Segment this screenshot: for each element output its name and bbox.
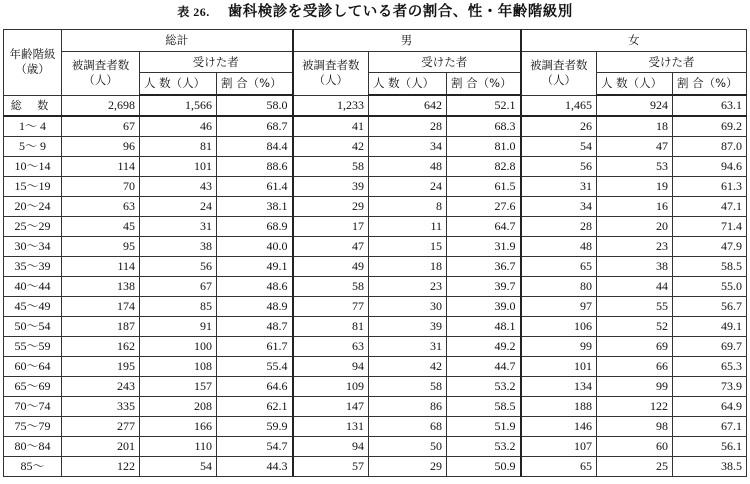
total-examined-count-cell: 208: [140, 397, 217, 417]
female-surveyed-cell: 80: [521, 277, 597, 297]
female-examined-count-cell: 66: [597, 357, 673, 377]
male-surveyed-cell: 77: [293, 297, 369, 317]
male-examined-count-cell: 68: [369, 417, 447, 437]
surveyed-header: 被調査者数 （人）: [62, 52, 140, 96]
total-examined-rate-cell: 88.6: [217, 157, 293, 177]
total-examined-rate-cell: 62.1: [217, 397, 293, 417]
female-surveyed-cell: 56: [521, 157, 597, 177]
total-examined-rate-cell: 84.4: [217, 137, 293, 157]
female-surveyed-cell: 97: [521, 297, 597, 317]
total-examined-rate-cell: 59.9: [217, 417, 293, 437]
total-examined-count-cell: 166: [140, 417, 217, 437]
total-surveyed-cell: 96: [62, 137, 140, 157]
female-examined-count-cell: 23: [597, 237, 673, 257]
age-group-cell: 総 数: [4, 95, 62, 116]
total-examined-rate-cell: 48.6: [217, 277, 293, 297]
male-examined-rate-cell: 48.1: [447, 317, 521, 337]
age-group-cell: 85～: [4, 457, 62, 477]
male-surveyed-cell: 41: [293, 116, 369, 137]
female-examined-count-cell: 38: [597, 257, 673, 277]
table-row: [4, 337, 747, 357]
female-examined-count-cell: 52: [597, 317, 673, 337]
female-examined-rate-cell: 87.0: [673, 137, 747, 157]
table-row: [4, 177, 747, 197]
female-examined-count-cell: 53: [597, 157, 673, 177]
age-group-cell: 65～69: [4, 377, 62, 397]
male-surveyed-cell: 17: [293, 217, 369, 237]
female-examined-rate-cell: 67.1: [673, 417, 747, 437]
male-examined-count-cell: 15: [369, 237, 447, 257]
female-surveyed-cell: 101: [521, 357, 597, 377]
female-examined-count-cell: 69: [597, 337, 673, 357]
male-examined-count-cell: 31: [369, 337, 447, 357]
table-row: [4, 437, 747, 457]
total-surveyed-cell: 174: [62, 297, 140, 317]
female-examined-rate-cell: 73.9: [673, 377, 747, 397]
male-surveyed-cell: 81: [293, 317, 369, 337]
female-surveyed-cell: 31: [521, 177, 597, 197]
table-row: [4, 277, 747, 297]
male-examined-count-cell: 24: [369, 177, 447, 197]
total-surveyed-cell: 2,698: [62, 95, 140, 116]
female-surveyed-cell: 106: [521, 317, 597, 337]
female-examined-rate-cell: 49.1: [673, 317, 747, 337]
female-examined-count-cell: 924: [597, 95, 673, 116]
male-surveyed-cell: 57: [293, 457, 369, 477]
female-examined-count-cell: 55: [597, 297, 673, 317]
table-row: [4, 357, 747, 377]
female-surveyed-cell: 99: [521, 337, 597, 357]
female-examined-rate-cell: 56.1: [673, 437, 747, 457]
total-surveyed-cell: 243: [62, 377, 140, 397]
female-surveyed-cell: 34: [521, 197, 597, 217]
female-examined-rate-cell: 64.9: [673, 397, 747, 417]
age-group-cell: 50～54: [4, 317, 62, 337]
table-number: 表 26.: [177, 5, 210, 19]
total-examined-rate-cell: 68.7: [217, 116, 293, 137]
age-group-cell: 15～19: [4, 177, 62, 197]
age-group-cell: 45～49: [4, 297, 62, 317]
total-examined-count-cell: 108: [140, 357, 217, 377]
male-examined-count-cell: 39: [369, 317, 447, 337]
total-surveyed-cell: 187: [62, 317, 140, 337]
table-row: [4, 457, 747, 477]
total-examined-count-cell: 56: [140, 257, 217, 277]
female-examined-count-cell: 44: [597, 277, 673, 297]
group-header-male: 男: [293, 30, 521, 52]
age-group-cell: 40～44: [4, 277, 62, 297]
male-examined-rate-cell: 68.3: [447, 116, 521, 137]
total-surveyed-cell: 114: [62, 157, 140, 177]
male-surveyed-cell: 29: [293, 197, 369, 217]
total-examined-rate-cell: 58.0: [217, 95, 293, 116]
female-examined-count-cell: 47: [597, 137, 673, 157]
examined-header: 受けた者: [597, 52, 747, 73]
count-header: 人 数（人）: [597, 73, 673, 96]
female-surveyed-cell: 26: [521, 116, 597, 137]
male-examined-count-cell: 50: [369, 437, 447, 457]
female-examined-rate-cell: 63.1: [673, 95, 747, 116]
male-surveyed-cell: 58: [293, 157, 369, 177]
total-surveyed-cell: 95: [62, 237, 140, 257]
male-surveyed-cell: 94: [293, 437, 369, 457]
total-examined-rate-cell: 49.1: [217, 257, 293, 277]
examined-header: 受けた者: [369, 52, 521, 73]
total-surveyed-cell: 201: [62, 437, 140, 457]
total-surveyed-cell: 335: [62, 397, 140, 417]
age-group-cell: 55～59: [4, 337, 62, 357]
female-examined-count-cell: 18: [597, 116, 673, 137]
female-examined-rate-cell: 47.1: [673, 197, 747, 217]
total-examined-count-cell: 85: [140, 297, 217, 317]
table-row: [4, 157, 747, 177]
total-examined-count-cell: 100: [140, 337, 217, 357]
total-surveyed-cell: 63: [62, 197, 140, 217]
total-surveyed-cell: 195: [62, 357, 140, 377]
group-header-female: 女: [521, 30, 747, 52]
table-row: [4, 137, 747, 157]
total-examined-rate-cell: 61.7: [217, 337, 293, 357]
rate-header: 割 合（%）: [447, 73, 521, 96]
total-examined-count-cell: 110: [140, 437, 217, 457]
female-examined-count-cell: 98: [597, 417, 673, 437]
age-group-cell: 60～64: [4, 357, 62, 377]
female-examined-rate-cell: 94.6: [673, 157, 747, 177]
male-examined-count-cell: 642: [369, 95, 447, 116]
female-examined-count-cell: 16: [597, 197, 673, 217]
table-row: [4, 317, 747, 337]
male-examined-rate-cell: 27.6: [447, 197, 521, 217]
female-examined-rate-cell: 61.3: [673, 177, 747, 197]
table-row: [4, 116, 747, 137]
male-surveyed-cell: 58: [293, 277, 369, 297]
female-surveyed-cell: 54: [521, 137, 597, 157]
total-examined-rate-cell: 64.6: [217, 377, 293, 397]
male-examined-rate-cell: 53.2: [447, 377, 521, 397]
total-examined-count-cell: 43: [140, 177, 217, 197]
total-examined-rate-cell: 55.4: [217, 357, 293, 377]
male-surveyed-cell: 47: [293, 237, 369, 257]
female-examined-rate-cell: 71.4: [673, 217, 747, 237]
male-examined-count-cell: 29: [369, 457, 447, 477]
male-surveyed-cell: 63: [293, 337, 369, 357]
male-surveyed-cell: 109: [293, 377, 369, 397]
age-group-cell: 25～29: [4, 217, 62, 237]
male-examined-rate-cell: 31.9: [447, 237, 521, 257]
male-examined-rate-cell: 52.1: [447, 95, 521, 116]
total-examined-count-cell: 31: [140, 217, 217, 237]
male-examined-count-cell: 18: [369, 257, 447, 277]
table-row: [4, 417, 747, 437]
total-surveyed-cell: 114: [62, 257, 140, 277]
age-group-cell: 70～74: [4, 397, 62, 417]
total-examined-count-cell: 157: [140, 377, 217, 397]
age-group-header: 年齢階級 （歳）: [4, 30, 62, 96]
age-group-cell: 5～ 9: [4, 137, 62, 157]
table-title-text: 歯科検診を受診している者の割合、性・年齢階級別: [227, 4, 573, 20]
female-examined-rate-cell: 56.7: [673, 297, 747, 317]
female-surveyed-cell: 188: [521, 397, 597, 417]
male-surveyed-cell: 94: [293, 357, 369, 377]
male-examined-rate-cell: 39.0: [447, 297, 521, 317]
table-row: [4, 397, 747, 417]
rate-header: 割 合（%）: [217, 73, 293, 96]
male-examined-count-cell: 42: [369, 357, 447, 377]
female-examined-count-cell: 60: [597, 437, 673, 457]
male-examined-rate-cell: 64.7: [447, 217, 521, 237]
male-examined-rate-cell: 36.7: [447, 257, 521, 277]
surveyed-header: 被調査者数 （人）: [521, 52, 597, 96]
table-title: [0, 2, 750, 22]
male-examined-rate-cell: 49.2: [447, 337, 521, 357]
male-examined-rate-cell: 82.8: [447, 157, 521, 177]
total-examined-count-cell: 101: [140, 157, 217, 177]
table-row-total: [4, 95, 747, 116]
total-examined-count-cell: 91: [140, 317, 217, 337]
group-header-total: 総計: [62, 30, 293, 52]
total-surveyed-cell: 162: [62, 337, 140, 357]
female-surveyed-cell: 134: [521, 377, 597, 397]
data-table: [3, 29, 747, 477]
female-examined-count-cell: 25: [597, 457, 673, 477]
male-examined-count-cell: 8: [369, 197, 447, 217]
total-examined-count-cell: 1,566: [140, 95, 217, 116]
male-examined-rate-cell: 39.7: [447, 277, 521, 297]
total-surveyed-cell: 70: [62, 177, 140, 197]
female-examined-count-cell: 122: [597, 397, 673, 417]
age-group-cell: 20～24: [4, 197, 62, 217]
total-surveyed-cell: 138: [62, 277, 140, 297]
male-surveyed-cell: 39: [293, 177, 369, 197]
surveyed-header: 被調査者数 （人）: [293, 52, 369, 96]
female-examined-count-cell: 19: [597, 177, 673, 197]
examined-header: 受けた者: [140, 52, 293, 73]
total-examined-count-cell: 81: [140, 137, 217, 157]
male-examined-count-cell: 86: [369, 397, 447, 417]
male-examined-count-cell: 28: [369, 116, 447, 137]
total-examined-rate-cell: 68.9: [217, 217, 293, 237]
male-surveyed-cell: 147: [293, 397, 369, 417]
female-examined-count-cell: 20: [597, 217, 673, 237]
male-examined-count-cell: 30: [369, 297, 447, 317]
male-examined-count-cell: 58: [369, 377, 447, 397]
total-examined-rate-cell: 44.3: [217, 457, 293, 477]
female-surveyed-cell: 107: [521, 437, 597, 457]
male-examined-rate-cell: 53.2: [447, 437, 521, 457]
age-group-cell: 75～79: [4, 417, 62, 437]
table-row: [4, 217, 747, 237]
female-surveyed-cell: 65: [521, 457, 597, 477]
male-surveyed-cell: 42: [293, 137, 369, 157]
male-examined-rate-cell: 81.0: [447, 137, 521, 157]
count-header: 人 数（人）: [140, 73, 217, 96]
male-examined-count-cell: 23: [369, 277, 447, 297]
total-examined-count-cell: 38: [140, 237, 217, 257]
age-group-cell: 30～34: [4, 237, 62, 257]
male-examined-rate-cell: 61.5: [447, 177, 521, 197]
total-surveyed-cell: 277: [62, 417, 140, 437]
male-surveyed-cell: 131: [293, 417, 369, 437]
female-examined-rate-cell: 69.7: [673, 337, 747, 357]
age-group-cell: 35～39: [4, 257, 62, 277]
female-examined-rate-cell: 65.3: [673, 357, 747, 377]
male-examined-count-cell: 34: [369, 137, 447, 157]
male-examined-rate-cell: 51.9: [447, 417, 521, 437]
count-header: 人 数（人）: [369, 73, 447, 96]
female-examined-rate-cell: 38.5: [673, 457, 747, 477]
total-examined-rate-cell: 40.0: [217, 237, 293, 257]
male-examined-rate-cell: 44.7: [447, 357, 521, 377]
male-examined-rate-cell: 50.9: [447, 457, 521, 477]
table-row: [4, 237, 747, 257]
rate-header: 割 合（%）: [673, 73, 747, 96]
female-surveyed-cell: 65: [521, 257, 597, 277]
female-surveyed-cell: 146: [521, 417, 597, 437]
total-examined-rate-cell: 54.7: [217, 437, 293, 457]
age-group-cell: 1～ 4: [4, 116, 62, 137]
table-row: [4, 257, 747, 277]
total-examined-rate-cell: 61.4: [217, 177, 293, 197]
total-examined-count-cell: 54: [140, 457, 217, 477]
total-examined-rate-cell: 48.7: [217, 317, 293, 337]
female-examined-count-cell: 99: [597, 377, 673, 397]
male-surveyed-cell: 1,233: [293, 95, 369, 116]
female-examined-rate-cell: 55.0: [673, 277, 747, 297]
age-group-cell: 80～84: [4, 437, 62, 457]
total-surveyed-cell: 67: [62, 116, 140, 137]
total-examined-count-cell: 24: [140, 197, 217, 217]
table-row: [4, 197, 747, 217]
female-examined-rate-cell: 58.5: [673, 257, 747, 277]
female-surveyed-cell: 1,465: [521, 95, 597, 116]
total-examined-count-cell: 46: [140, 116, 217, 137]
total-examined-rate-cell: 48.9: [217, 297, 293, 317]
total-examined-count-cell: 67: [140, 277, 217, 297]
male-examined-count-cell: 11: [369, 217, 447, 237]
total-surveyed-cell: 45: [62, 217, 140, 237]
male-examined-rate-cell: 58.5: [447, 397, 521, 417]
female-surveyed-cell: 28: [521, 217, 597, 237]
age-group-cell: 10～14: [4, 157, 62, 177]
table-row: [4, 377, 747, 397]
female-examined-rate-cell: 69.2: [673, 116, 747, 137]
male-examined-count-cell: 48: [369, 157, 447, 177]
female-surveyed-cell: 48: [521, 237, 597, 257]
table-row: [4, 297, 747, 317]
female-examined-rate-cell: 47.9: [673, 237, 747, 257]
male-surveyed-cell: 49: [293, 257, 369, 277]
total-surveyed-cell: 122: [62, 457, 140, 477]
total-examined-rate-cell: 38.1: [217, 197, 293, 217]
